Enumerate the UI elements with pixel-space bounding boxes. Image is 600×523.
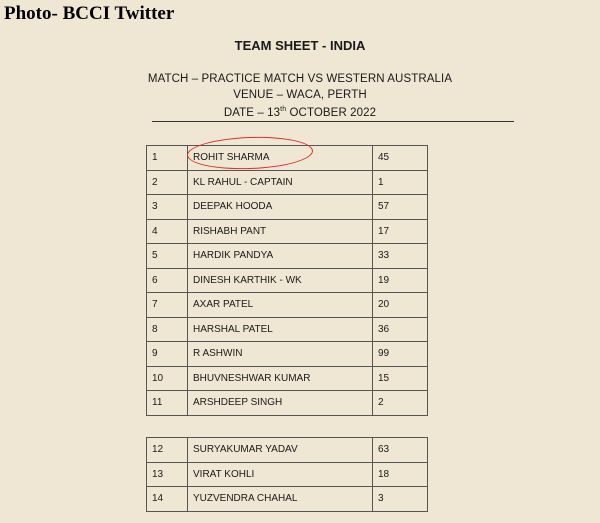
jersey-number: 45 — [373, 146, 428, 171]
player-number: 1 — [147, 146, 188, 171]
player-number: 13 — [147, 462, 188, 487]
player-name: VIRAT KOHLI — [188, 462, 373, 487]
player-name: BHUVNESHWAR KUMAR — [188, 366, 373, 391]
table-row — [147, 462, 428, 487]
table-row — [147, 293, 428, 318]
player-number: 14 — [147, 487, 188, 512]
date-suffix: OCTOBER 2022 — [286, 106, 377, 119]
table-row — [147, 195, 428, 220]
sheet-title: TEAM SHEET - INDIA — [234, 38, 366, 53]
player-name: DINESH KARTHIK - WK — [188, 268, 373, 293]
jersey-number: 99 — [373, 342, 428, 367]
player-number: 9 — [147, 342, 188, 367]
jersey-number: 1 — [373, 170, 428, 195]
reserves-table — [146, 437, 428, 512]
table-row — [147, 219, 428, 244]
player-number: 10 — [147, 366, 188, 391]
player-number: 3 — [147, 195, 188, 220]
player-name: AXAR PATEL — [188, 293, 373, 318]
player-number: 11 — [147, 391, 188, 416]
player-name: ROHIT SHARMA — [188, 146, 373, 171]
match-line: MATCH – PRACTICE MATCH VS WESTERN AUSTRALIA — [147, 73, 453, 85]
jersey-number: 15 — [373, 366, 428, 391]
table-row — [147, 342, 428, 367]
photo-credit: Photo- BCCI Twitter — [4, 3, 175, 24]
table-row — [147, 438, 428, 463]
player-number: 8 — [147, 317, 188, 342]
player-name: YUZVENDRA CHAHAL — [188, 487, 373, 512]
player-name: SURYAKUMAR YADAV — [188, 438, 373, 463]
jersey-number: 20 — [373, 293, 428, 318]
date-prefix: DATE – 13 — [223, 106, 281, 119]
jersey-number: 33 — [373, 244, 428, 269]
player-name: DEEPAK HOODA — [188, 195, 373, 220]
jersey-number: 19 — [373, 268, 428, 293]
table-row — [147, 317, 428, 342]
player-name: HARSHAL PATEL — [188, 317, 373, 342]
date-line — [0, 106, 600, 119]
player-number: 4 — [147, 219, 188, 244]
jersey-number: 2 — [373, 391, 428, 416]
player-number: 12 — [147, 438, 188, 463]
table-row — [147, 391, 428, 416]
date-ordinal: th — [280, 106, 287, 113]
player-name: HARDIK PANDYA — [188, 244, 373, 269]
playing-xi-table — [146, 145, 428, 416]
player-number: 2 — [147, 170, 188, 195]
jersey-number: 17 — [373, 219, 428, 244]
jersey-number: 63 — [373, 438, 428, 463]
table-row — [147, 146, 428, 171]
jersey-number: 18 — [373, 462, 428, 487]
table-row — [147, 366, 428, 391]
player-number: 5 — [147, 244, 188, 269]
player-number: 6 — [147, 268, 188, 293]
player-name: ARSHDEEP SINGH — [188, 391, 373, 416]
player-name: RISHABH PANT — [188, 219, 373, 244]
header-rule — [152, 121, 514, 122]
player-name: KL RAHUL - CAPTAIN — [188, 170, 373, 195]
table-row — [147, 268, 428, 293]
table-row — [147, 487, 428, 512]
table-row — [147, 170, 428, 195]
player-name: R ASHWIN — [188, 342, 373, 367]
venue-line: VENUE – WACA, PERTH — [233, 89, 367, 101]
jersey-number: 57 — [373, 195, 428, 220]
jersey-number: 3 — [373, 487, 428, 512]
jersey-number: 36 — [373, 317, 428, 342]
table-row — [147, 244, 428, 269]
player-number: 7 — [147, 293, 188, 318]
